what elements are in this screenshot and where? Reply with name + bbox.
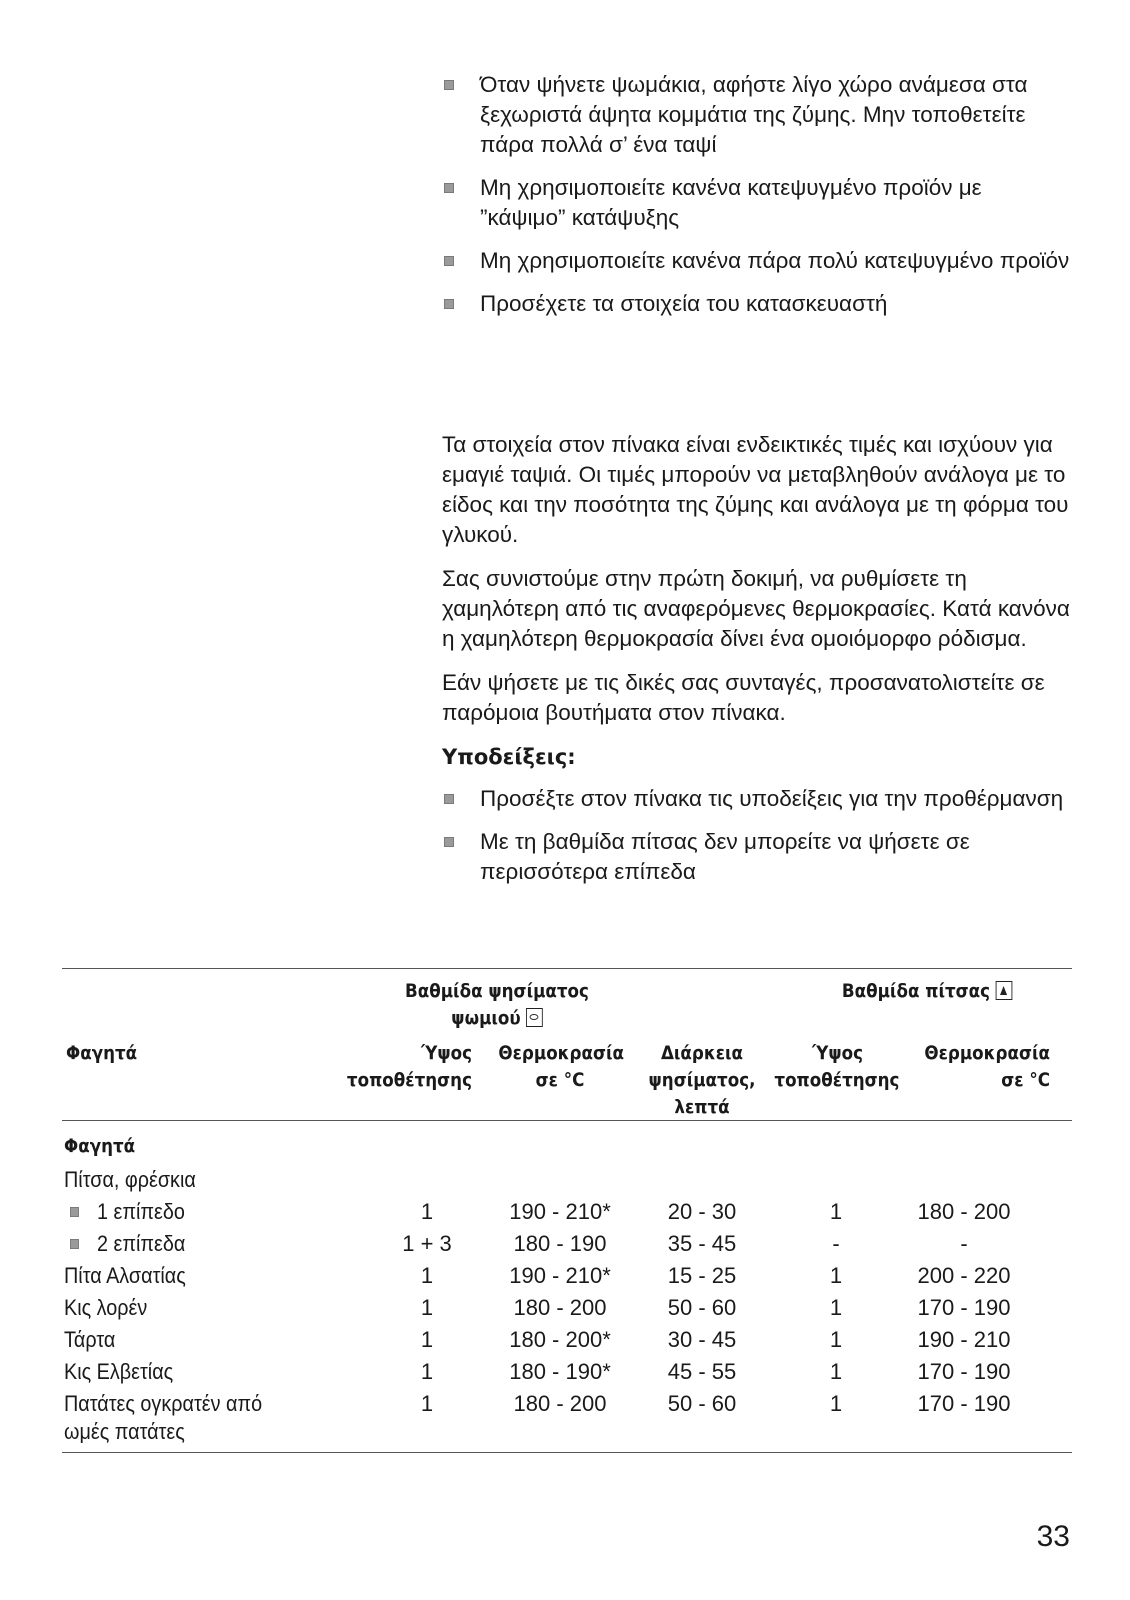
tips-list [442,70,1072,332]
note-item: Προσέξτε στον πίνακα τις υποδείξεις για την προθέρμανση [442,784,1072,814]
col-header-temp-pizza: Θερμοκρασία σε °C [924,1042,1050,1091]
bullet-square-icon [444,256,454,266]
intro-paragraph: Τα στοιχεία στον πίνακα είναι ενδεικτικές τιμές και ισχύουν για εμαγιέ ταψιά. Οι τιμές μπορούν να μεταβληθούν ανάλογα με το είδος και την ποσότητα της ζύμης και ανάλογα με τη φόρμα του γλυκού. [442,432,1069,547]
col-header-temp: Θερμοκρασία σε °C [498,1042,625,1091]
bullet-square-icon [70,1207,79,1217]
bullet-square-icon [444,837,454,847]
col-header-height: ΄Υψος τοποθέτησης [346,1042,472,1091]
bullet-square-icon [444,183,454,193]
col-header-food: Φαγητά [66,1042,138,1064]
tip-item: Μη χρησιμοποιείτε κανένα κατεψυγμένο προϊόν με ”κάψιμο” κατάψυξης [442,173,1072,233]
intro-paragraph: Σας συνιστούμε στην πρώτη δοκιμή, να ρυθμίσετε τη χαμηλότερη από τις αναφερόμενες θερμοκρασίες. Κατά κανόνα η χαμηλότερη θερμοκρασία δίνει ένα ομοιόμορφο ρόδισμα. [442,566,1070,651]
note-item: Με τη βαθμίδα πίτσας δεν μπορείτε να ψήσετε σε περισσότερα επίπεδα [442,827,1072,887]
intro-paragraph: Εάν ψήσετε με τις δικές σας συνταγές, προσανατολιστείτε σε παρόμοια βουτήματα στον πίνακα. [442,670,1045,725]
bullet-square-icon [70,1239,79,1249]
intro-section [442,430,1072,900]
bread-mode-icon [526,1008,543,1027]
col-header-duration: Διάρκεια ψησίματος, λεπτά [648,1042,756,1118]
group-header-pizza: Βαθμίδα πίτσας [808,978,1046,1005]
bullet-square-icon [444,794,454,804]
table-top-rule [62,968,1072,969]
tip-item: Όταν ψήνετε ψωμάκια, αφήστε λίγο χώρο ανάμεσα στα ξεχωριστά άψητα κομμάτια της ζύμης. Μην τοποθετείτε πάρα πολλά σ’ ένα ταψί [442,70,1072,160]
notes-title: Υποδείξεις: [442,745,576,769]
table-bottom-rule [62,1452,1072,1453]
page-number: 33 [1036,1520,1070,1553]
tip-item: Μη χρησιμοποιείτε κανένα πάρα πολύ κατεψυγμένο προϊόν [442,246,1072,276]
pizza-mode-icon [995,981,1012,1000]
table-header-rule [62,1120,1072,1121]
bullet-square-icon [444,299,454,309]
group-header-bread: Βαθμίδα ψησίματος ψωμιού [405,980,589,1029]
tip-item: Προσέχετε τα στοιχεία του κατασκευαστή [442,289,1072,319]
col-header-height-pizza: ΄Υψος τοποθέτησης [774,1042,900,1091]
bullet-square-icon [444,80,454,90]
